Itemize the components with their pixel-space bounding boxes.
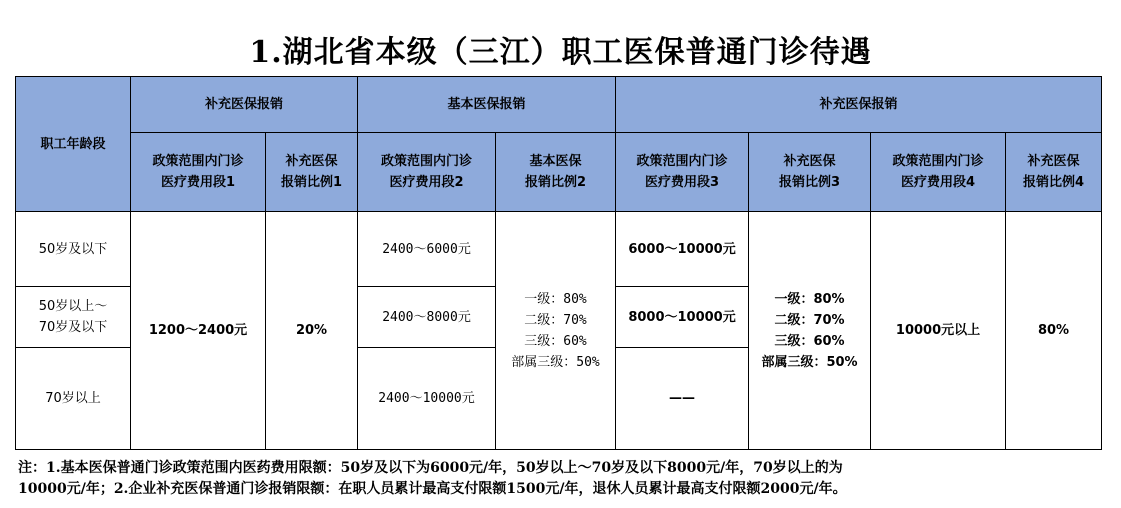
cost-segment-2-cell: 2400～10000元: [358, 348, 496, 450]
page-title: 1.湖北省本级（三江）职工医保普通门诊待遇: [249, 35, 872, 70]
header-age: 职工年龄段: [16, 77, 131, 212]
age-cell: 70岁以上: [16, 348, 131, 450]
header-group-supplementary-2: 补充医保报销: [616, 77, 1102, 133]
header-ratio-3: [749, 133, 871, 212]
header-group-supplementary-1: 补充医保报销: [131, 77, 358, 133]
ratio-3-line: 二级：70%: [774, 312, 845, 328]
cost-segment-1-cell: 1200～2400元: [131, 212, 266, 450]
footnote-line: 10000元/年；2.企业补充医保普通门诊报销限额：在职人员累计最高支付限额1500元/年，退休人员累计最高支付限额2000元/年。: [18, 481, 847, 497]
header-cost-segment-3-line1: 政策范围内门诊: [636, 154, 728, 169]
cost-segment-4-cell: 10000元以上: [871, 212, 1006, 450]
cost-segment-3-cell: 6000～10000元: [616, 212, 749, 287]
header-cost-segment-4-line2: 医疗费用段4: [901, 175, 976, 190]
ratio-4-cell: 80%: [1006, 212, 1102, 450]
cost-segment-3-cell: ——: [616, 348, 749, 450]
footnote: [18, 458, 1113, 500]
cost-segment-3-cell: 8000～10000元: [616, 287, 749, 348]
age-cell-line2: 70岁及以下: [38, 320, 108, 335]
header-ratio-1: [266, 133, 358, 212]
cost-segment-2-cell: 2400～6000元: [358, 212, 496, 287]
header-cost-segment-2-line2: 医疗费用段2: [389, 175, 464, 190]
age-cell: 50岁及以下: [16, 212, 131, 287]
age-cell: [16, 287, 131, 348]
ratio-2-line: 三级：60%: [524, 333, 587, 349]
ratio-3-cell: [749, 212, 871, 450]
header-cost-segment-2: [358, 133, 496, 212]
header-cost-segment-1: [131, 133, 266, 212]
header-ratio-3-line1: 补充医保: [783, 154, 836, 169]
header-ratio-4: [1006, 133, 1102, 212]
header-ratio-4-line1: 补充医保: [1027, 154, 1080, 169]
header-ratio-2-line2: 报销比例2: [525, 175, 587, 190]
ratio-3-line: 一级：80%: [774, 291, 845, 307]
ratio-2-line: 部属三级：50%: [511, 354, 600, 370]
footnote-line: 注：1.基本医保普通门诊政策范围内医药费用限额：50岁及以下为6000元/年，50岁以上～70岁及以下8000元/年，70岁以上的为: [18, 460, 843, 476]
header-ratio-3-line2: 报销比例3: [779, 175, 841, 190]
benefits-table: [15, 76, 1102, 450]
header-ratio-2: [496, 133, 616, 212]
age-cell-line1: 50岁以上～: [38, 299, 108, 314]
header-cost-segment-3: [616, 133, 749, 212]
cost-segment-2-cell: 2400～8000元: [358, 287, 496, 348]
header-ratio-4-line2: 报销比例4: [1023, 175, 1085, 190]
header-group-basic: 基本医保报销: [358, 77, 616, 133]
header-cost-segment-2-line1: 政策范围内门诊: [381, 154, 473, 169]
header-cost-segment-1-line1: 政策范围内门诊: [152, 154, 244, 169]
ratio-2-line: 二级：70%: [524, 312, 587, 328]
ratio-3-line: 三级：60%: [774, 333, 845, 349]
header-ratio-1-line2: 报销比例1: [280, 175, 343, 190]
header-cost-segment-4-line1: 政策范围内门诊: [892, 154, 984, 169]
ratio-1-cell: 20%: [266, 212, 358, 450]
header-ratio-2-line1: 基本医保: [529, 154, 582, 169]
ratio-2-line: 一级：80%: [524, 291, 587, 307]
header-ratio-1-line1: 补充医保: [285, 154, 338, 169]
header-cost-segment-1-line2: 医疗费用段1: [160, 175, 236, 190]
header-cost-segment-3-line2: 医疗费用段3: [645, 175, 720, 190]
ratio-2-cell: [496, 212, 616, 450]
ratio-3-line: 部属三级：50%: [761, 354, 858, 370]
header-cost-segment-4: [871, 133, 1006, 212]
